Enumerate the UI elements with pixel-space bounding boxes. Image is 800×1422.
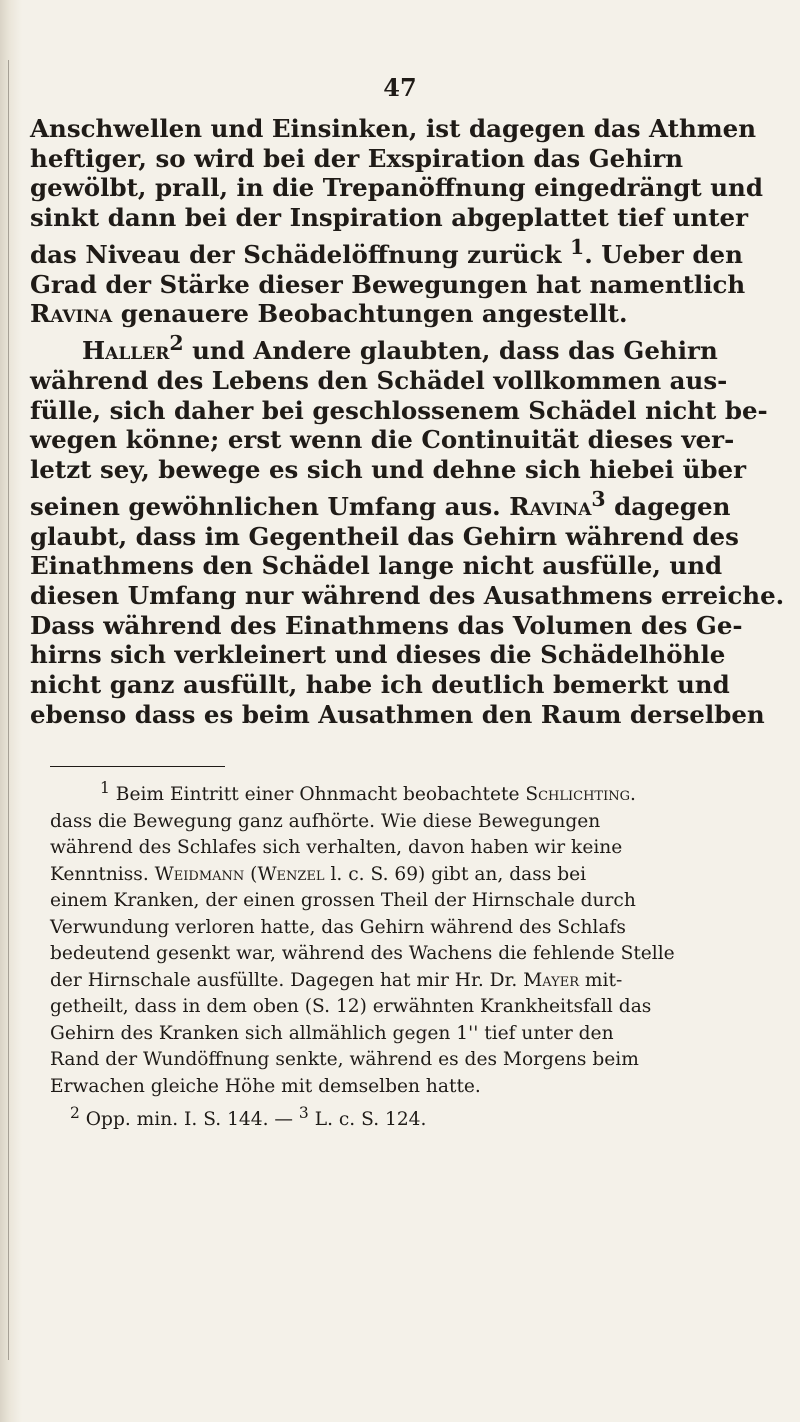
text-line: fülle, sich daher bei geschlossenem Schädel nicht be- [30, 395, 768, 425]
footnote-line: einem Kranken, der einen grossen Theil der Hirnschale durch [50, 890, 636, 912]
author-name: Ravina [30, 299, 113, 329]
text-line: ebenso dass es beim Ausathmen den Raum derselben [30, 699, 765, 729]
text-line: während des Lebens den Schädel vollkommen aus- [30, 365, 728, 395]
text-line [30, 233, 776, 270]
text-line: heftiger, so wird bei der Exspiration das Gehirn [30, 143, 684, 173]
text-segment: Opp. min. I. S. 144. — [85, 1109, 299, 1131]
footnote-divider [50, 766, 225, 767]
text-line: sinkt dann bei der Inspiration abgeplattet tief unter [30, 203, 749, 233]
text-segment: . Ueber den [584, 239, 743, 269]
text-segment: L. c. S. 124. [314, 1109, 427, 1131]
text-line: gewölbt, prall, in die Trepanöffnung eingedrängt und [30, 173, 763, 203]
text-line: glaubt, dass im Gegentheil das Gehirn während des [30, 521, 739, 551]
text-line: Dass während des Einathmens das Volumen des Ge- [30, 610, 743, 640]
footnote-ref: 2 [169, 331, 184, 356]
text-segment: l. c. S. 69) gibt an, dass bei [324, 863, 587, 885]
footnote-line [50, 1100, 760, 1134]
footnote-line: bedeutend gesenkt war, während des Wachens die fehlende Stelle [50, 943, 675, 965]
text-line [30, 485, 776, 522]
footnote-line: während des Schlafes sich verhalten, davon haben wir keine [50, 837, 623, 859]
footnote-line: getheilt, dass in dem oben (S. 12) erwähnten Krankheitsfall das [50, 996, 652, 1018]
footnote-line: Verwundung verloren hatte, das Gehirn während des Schlafs [50, 916, 626, 938]
text-segment: der Hirnschale ausfüllte. Dagegen hat mir Hr. Dr. [50, 969, 524, 991]
footnote-line [50, 775, 760, 809]
footnote-mark: 1 [100, 779, 110, 797]
text-segment: Beim Eintritt einer Ohnmacht beobachtete [115, 784, 526, 806]
footnote-line: Rand der Wundöffnung senkte, während es des Morgens beim [50, 1049, 639, 1071]
text-segment: . [630, 784, 636, 806]
text-segment: das Niveau der Schädelöffnung zurück [30, 239, 570, 269]
text-line: hirns sich verkleinert und dieses die Schädelhöhle [30, 640, 726, 670]
author-name: Ravina [509, 491, 592, 521]
text-line: Anschwellen und Einsinken, ist dagegen das Athmen [30, 114, 757, 143]
footnote-line [50, 968, 760, 995]
gutter-shadow-line [8, 60, 9, 1360]
footnote-ref: 3 [591, 486, 606, 511]
text-segment: und Andere glaubten, dass das Gehirn [183, 336, 718, 366]
text-segment: dagegen [605, 491, 731, 521]
author-name: Mayer [523, 969, 579, 991]
text-line: wegen könne; erst wenn die Continuität dieses ver- [30, 425, 735, 455]
text-segment: genauere Beobachtungen angestellt. [112, 299, 628, 329]
footnote-line: dass die Bewegung ganz aufhörte. Wie diese Bewegungen [50, 810, 601, 832]
footnote-ref: 1 [569, 234, 585, 259]
text-line: nicht ganz ausfüllt, habe ich deutlich bemerkt und [30, 670, 730, 700]
text-line: letzt sey, bewege es sich und dehne sich hiebei über [30, 455, 747, 485]
text-line [30, 299, 776, 329]
author-name: Weidmann [154, 863, 245, 885]
binding-gutter [0, 0, 22, 1422]
text-segment: Kenntniss. [50, 863, 155, 885]
text-segment: ( [244, 863, 258, 885]
text-line: Einathmens den Schädel lange nicht ausfülle, und [30, 551, 723, 581]
footnote-line [50, 862, 760, 889]
footnote-line: Erwachen gleiche Höhe mit demselben hatte. [50, 1075, 481, 1097]
footnotes [50, 775, 760, 1134]
author-name: Schlichting [525, 784, 630, 806]
text-segment: mit- [579, 969, 623, 991]
footnote-mark: 3 [298, 1104, 309, 1123]
main-body-text [30, 114, 785, 730]
footnote-mark: 2 [70, 1104, 80, 1123]
page-number: 47 [383, 73, 417, 102]
text-line: diesen Umfang nur während des Ausathmens erreiche. [30, 581, 785, 611]
author-name: Haller [82, 336, 170, 366]
text-line [30, 329, 776, 366]
footnote-line: Gehirn des Kranken sich allmählich gegen 1'' tief unter den [50, 1022, 614, 1044]
text-segment: seinen gewöhnlichen Umfang aus. [30, 491, 510, 521]
author-name: Wenzel [257, 863, 325, 885]
text-line: Grad der Stärke dieser Bewegungen hat namentlich [30, 269, 746, 299]
